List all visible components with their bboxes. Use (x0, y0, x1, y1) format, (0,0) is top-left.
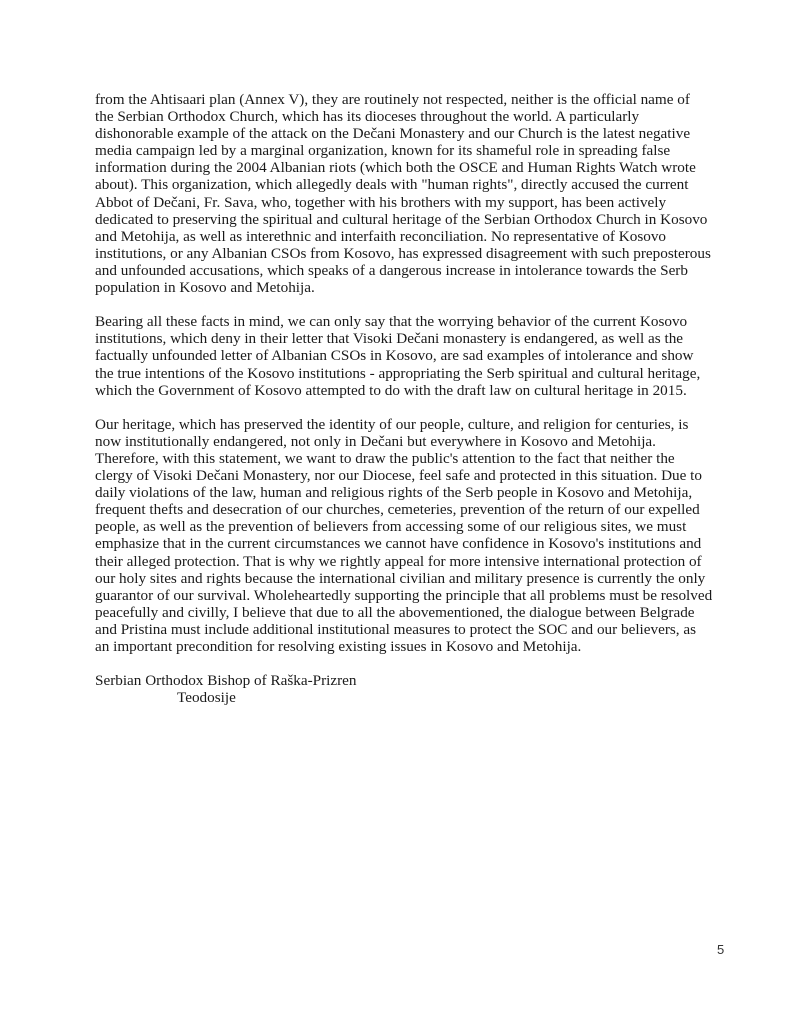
text-line: which the Government of Kosovo attempted to do with the draft law on cultural heritage in 2015. (95, 381, 687, 399)
text-line: Our heritage, which has preserved the identity of our people, culture, and religion for centuries, is (95, 415, 689, 433)
text-line: frequent thefts and desecration of our churches, cemeteries, prevention of the return of our expelled (95, 501, 700, 519)
text-line: dishonorable example of the attack on the Dečani Monastery and our Church is the latest negative (95, 125, 691, 143)
text-line: and unfounded accusations, which speaks of a dangerous increase in intolerance towards the Serb (95, 261, 688, 279)
text-line: from the Ahtisaari plan (Annex V), they are routinely not respected, neither is the official name of (95, 91, 690, 108)
text-line: Bearing all these facts in mind, we can only say that the worrying behavior of the current Kosovo (95, 313, 688, 331)
text-line: information during the 2004 Albanian riots (which both the OSCE and Human Rights Watch wrote (95, 159, 696, 177)
text-line: the Serbian Orthodox Church, which has its dioceses throughout the world. A particularly (95, 108, 640, 126)
page-number: 5 (717, 942, 725, 957)
signature-title: Serbian Orthodox Bishop of Raška-Prizren (95, 672, 357, 690)
text-line: the true intentions of the Kosovo institutions - appropriating the Serb spiritual and cultural heritage, (95, 364, 701, 382)
text-line: institutions, or any Albanian CSOs from Kosovo, has expressed disagreement with such preposterous (95, 244, 711, 262)
text-line: and Metohija, as well as interethnic and interfaith reconciliation. No representative of Kosovo (95, 227, 667, 245)
paragraph-1 (95, 91, 715, 296)
text-line: institutions, which deny in their letter that Visoki Dečani monastery is endangered, as well as the (95, 330, 684, 348)
text-line: and Pristina must include additional institutional measures to protect the SOC and our believers, as (95, 620, 697, 638)
text-line: people, as well as the prevention of believers from accessing some of our religious sites, we must (95, 518, 687, 536)
text-line: dedicated to preserving the spiritual and cultural heritage of the Serbian Orthodox Church in Kosovo (95, 210, 708, 228)
text-line: factually unfounded letter of Albanian CSOs in Kosovo, are sad examples of intolerance and show (95, 347, 694, 365)
signature-block (95, 672, 715, 706)
text-line: clergy of Visoki Dečani Monastery, nor our Diocese, feel safe and protected in this situation. Due to (95, 467, 702, 485)
text-line: guarantor of our survival. Wholeheartedly supporting the principle that all problems must be resolved (95, 586, 713, 604)
text-line: their alleged protection. That is why we rightly appeal for more intensive international protection of (95, 552, 702, 570)
text-line: emphasize that in the current circumstances we cannot have confidence in Kosovo's institutions and (95, 535, 702, 553)
text-line: an important precondition for resolving existing issues in Kosovo and Metohija. (95, 638, 582, 655)
text-line: Therefore, with this statement, we want to draw the public's attention to the fact that neither the (95, 449, 675, 467)
paragraph-3 (95, 416, 715, 655)
text-line: now institutionally endangered, not only in Dečani but everywhere in Kosovo and Metohija. (95, 432, 656, 450)
text-line: our holy sites and rights because the international civilian and military presence is currently the only (95, 569, 706, 587)
text-line: media campaign led by a marginal organization, known for its shameful role in spreading false (95, 142, 671, 160)
signature-name: Teodosije (177, 689, 236, 707)
text-line: about). This organization, which allegedly deals with "human rights", directly accused the current (95, 176, 689, 194)
text-line: daily violations of the law, human and religious rights of the Serb people in Kosovo and Metohija, (95, 484, 693, 502)
text-line: population in Kosovo and Metohija. (95, 279, 315, 297)
text-line: peacefully and civilly, I believe that due to all the abovementioned, the dialogue between Belgrade (95, 603, 695, 621)
document-body (95, 91, 715, 706)
paragraph-2 (95, 313, 715, 398)
text-line: Abbot of Dečani, Fr. Sava, who, together with his brothers with my support, has been actively (95, 193, 667, 211)
